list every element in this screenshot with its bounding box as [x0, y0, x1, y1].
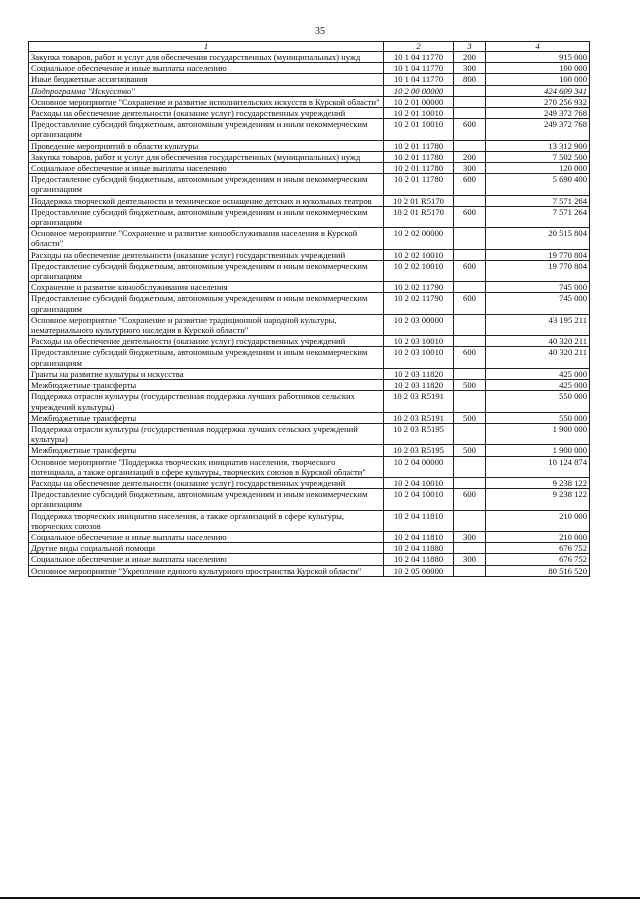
row-code-cell: 10 1 04 11770 [384, 52, 454, 63]
table-row [29, 163, 590, 174]
column-number-3: 3 [454, 42, 486, 52]
row-expense-type-cell [454, 456, 486, 477]
row-amount-cell: 19 770 804 [486, 249, 590, 260]
row-name-cell: Предоставление субсидий бюджетным, автономным учреждениям и иным некоммерческим организациям [29, 206, 384, 227]
row-name-cell: Поддержка творческой деятельности и техническое оснащение детских и кукольных театров [29, 195, 384, 206]
row-expense-type-cell: 600 [454, 347, 486, 368]
row-code-cell: 10 2 01 R5170 [384, 195, 454, 206]
row-code-cell: 10 2 02 11790 [384, 293, 454, 314]
row-code-cell: 10 2 01 10010 [384, 108, 454, 119]
table-row [29, 260, 590, 281]
row-amount-cell: 20 515 804 [486, 228, 590, 249]
row-expense-type-cell [454, 249, 486, 260]
row-name-cell: Расходы на обеспечение деятельности (оказание услуг) государственных учреждений [29, 108, 384, 119]
row-name-cell: Основное мероприятие "Укрепление единого культурного пространства Курской области" [29, 565, 384, 576]
budget-table [28, 41, 590, 577]
row-code-cell: 10 2 03 00000 [384, 314, 454, 335]
row-code-cell: 10 2 02 11790 [384, 282, 454, 293]
row-expense-type-cell: 500 [454, 380, 486, 391]
row-amount-cell: 100 000 [486, 74, 590, 85]
row-amount-cell: 1 900 000 [486, 423, 590, 444]
table-row [29, 151, 590, 162]
table-row [29, 336, 590, 347]
row-code-cell: 10 2 03 R5191 [384, 412, 454, 423]
row-expense-type-cell: 300 [454, 554, 486, 565]
row-name-cell: Поддержка отрасли культуры (государственная поддержка лучших сельских учреждений культуры) [29, 423, 384, 444]
row-expense-type-cell: 600 [454, 260, 486, 281]
row-name-cell: Предоставление субсидий бюджетным, автономным учреждениям и иным некоммерческим организациям [29, 293, 384, 314]
row-expense-type-cell [454, 336, 486, 347]
row-code-cell: 10 2 04 11810 [384, 510, 454, 531]
row-name-cell: Расходы на обеспечение деятельности (оказание услуг) государственных учреждений [29, 336, 384, 347]
row-amount-cell: 210 000 [486, 531, 590, 542]
row-code-cell: 10 2 01 R5170 [384, 206, 454, 227]
row-code-cell: 10 2 01 10010 [384, 119, 454, 140]
row-amount-cell: 424 609 341 [486, 85, 590, 96]
column-number-1: 1 [29, 42, 384, 52]
row-name-cell: Межбюджетные трансферты [29, 412, 384, 423]
table-row [29, 63, 590, 74]
table-row [29, 412, 590, 423]
row-code-cell: 10 2 03 R5195 [384, 423, 454, 444]
row-expense-type-cell: 200 [454, 151, 486, 162]
row-expense-type-cell [454, 195, 486, 206]
row-name-cell: Поддержка отрасли культуры (государственная поддержка лучших работников сельских учреждений культуры) [29, 391, 384, 412]
row-amount-cell: 120 000 [486, 163, 590, 174]
row-amount-cell: 745 000 [486, 282, 590, 293]
row-name-cell: Основное мероприятие "Сохранение и развитие кинообслуживания населения в Курской области" [29, 228, 384, 249]
row-name-cell: Другие виды социальной помощи [29, 543, 384, 554]
row-amount-cell: 249 372 768 [486, 108, 590, 119]
column-number-4: 4 [486, 42, 590, 52]
row-amount-cell: 745 000 [486, 293, 590, 314]
row-expense-type-cell [454, 510, 486, 531]
row-amount-cell: 270 256 932 [486, 96, 590, 107]
row-code-cell: 10 2 01 11780 [384, 151, 454, 162]
budget-table-container [28, 41, 589, 577]
row-name-cell: Предоставление субсидий бюджетным, автономным учреждениям и иным некоммерческим организациям [29, 489, 384, 510]
row-code-cell: 10 2 03 10010 [384, 336, 454, 347]
table-row [29, 477, 590, 488]
table-row [29, 347, 590, 368]
page-bottom-rule [0, 897, 640, 899]
row-expense-type-cell [454, 140, 486, 151]
row-amount-cell: 9 238 122 [486, 477, 590, 488]
row-expense-type-cell [454, 108, 486, 119]
row-expense-type-cell: 800 [454, 74, 486, 85]
table-row [29, 391, 590, 412]
row-name-cell: Социальное обеспечение и иные выплаты населению [29, 63, 384, 74]
row-expense-type-cell: 600 [454, 119, 486, 140]
row-code-cell: 10 2 01 11780 [384, 140, 454, 151]
table-row [29, 85, 590, 96]
row-code-cell: 10 2 03 R5195 [384, 445, 454, 456]
table-row [29, 174, 590, 195]
row-amount-cell: 9 238 122 [486, 489, 590, 510]
table-body [29, 52, 590, 577]
table-row [29, 195, 590, 206]
row-name-cell: Иные бюджетные ассигнования [29, 74, 384, 85]
page-number: 35 [315, 26, 325, 37]
row-expense-type-cell: 300 [454, 531, 486, 542]
row-name-cell: Межбюджетные трансферты [29, 445, 384, 456]
row-amount-cell: 43 195 211 [486, 314, 590, 335]
row-expense-type-cell: 600 [454, 293, 486, 314]
row-name-cell: Закупка товаров, работ и услуг для обеспечения государственных (муниципальных) нужд [29, 52, 384, 63]
table-row [29, 96, 590, 107]
row-name-cell: Предоставление субсидий бюджетным, автономным учреждениям и иным некоммерческим организациям [29, 174, 384, 195]
row-amount-cell: 676 752 [486, 543, 590, 554]
row-expense-type-cell: 500 [454, 412, 486, 423]
row-expense-type-cell [454, 85, 486, 96]
row-code-cell: 10 2 02 10010 [384, 249, 454, 260]
row-name-cell: Социальное обеспечение и иные выплаты населению [29, 531, 384, 542]
row-code-cell: 10 2 03 R5191 [384, 391, 454, 412]
row-expense-type-cell [454, 96, 486, 107]
row-amount-cell: 550 000 [486, 391, 590, 412]
row-expense-type-cell: 600 [454, 206, 486, 227]
row-code-cell: 10 2 01 11780 [384, 174, 454, 195]
row-amount-cell: 915 000 [486, 52, 590, 63]
row-expense-type-cell [454, 282, 486, 293]
table-row [29, 228, 590, 249]
row-name-cell: Социальное обеспечение и иные выплаты населению [29, 554, 384, 565]
row-amount-cell: 425 000 [486, 368, 590, 379]
row-name-cell: Гранты на развитие культуры и искусства [29, 368, 384, 379]
row-code-cell: 10 2 04 10010 [384, 477, 454, 488]
table-row [29, 456, 590, 477]
row-expense-type-cell [454, 314, 486, 335]
row-name-cell: Основное мероприятие "Сохранение и развитие исполнительских искусств в Курской области" [29, 96, 384, 107]
row-name-cell: Закупка товаров, работ и услуг для обеспечения государственных (муниципальных) нужд [29, 151, 384, 162]
row-expense-type-cell: 300 [454, 63, 486, 74]
row-code-cell: 10 2 01 11780 [384, 163, 454, 174]
row-name-cell: Поддержка творческих инициатив населения, а также организаций в сфере культуры, творческих союзов [29, 510, 384, 531]
row-amount-cell: 10 124 874 [486, 456, 590, 477]
row-amount-cell: 7 571 264 [486, 206, 590, 227]
table-row [29, 565, 590, 576]
row-code-cell: 10 2 00 00000 [384, 85, 454, 96]
table-row [29, 206, 590, 227]
row-amount-cell: 40 320 211 [486, 336, 590, 347]
row-amount-cell: 80 516 520 [486, 565, 590, 576]
table-row [29, 74, 590, 85]
row-name-cell: Подпрограмма "Искусство" [29, 85, 384, 96]
row-expense-type-cell [454, 543, 486, 554]
row-amount-cell: 210 000 [486, 510, 590, 531]
table-row [29, 140, 590, 151]
row-code-cell: 10 1 04 11770 [384, 63, 454, 74]
row-expense-type-cell [454, 228, 486, 249]
row-name-cell: Предоставление субсидий бюджетным, автономным учреждениям и иным некоммерческим организациям [29, 260, 384, 281]
table-row [29, 445, 590, 456]
table-row [29, 531, 590, 542]
row-code-cell: 10 2 02 00000 [384, 228, 454, 249]
table-row [29, 423, 590, 444]
row-name-cell: Проведение мероприятий в области культуры [29, 140, 384, 151]
row-amount-cell: 100 000 [486, 63, 590, 74]
column-number-row [29, 42, 590, 52]
row-name-cell: Сохранение и развитие кинообслуживания населения [29, 282, 384, 293]
row-expense-type-cell: 600 [454, 174, 486, 195]
row-code-cell: 10 2 04 11880 [384, 554, 454, 565]
row-amount-cell: 1 900 000 [486, 445, 590, 456]
row-name-cell: Расходы на обеспечение деятельности (оказание услуг) государственных учреждений [29, 249, 384, 260]
row-amount-cell: 7 502 500 [486, 151, 590, 162]
row-code-cell: 10 2 01 00000 [384, 96, 454, 107]
table-row [29, 249, 590, 260]
row-expense-type-cell: 500 [454, 445, 486, 456]
table-row [29, 108, 590, 119]
row-code-cell: 10 1 04 11770 [384, 74, 454, 85]
table-row [29, 314, 590, 335]
row-code-cell: 10 2 04 11880 [384, 543, 454, 554]
row-expense-type-cell: 600 [454, 489, 486, 510]
row-name-cell: Расходы на обеспечение деятельности (оказание услуг) государственных учреждений [29, 477, 384, 488]
row-amount-cell: 5 690 400 [486, 174, 590, 195]
row-code-cell: 10 2 02 10010 [384, 260, 454, 281]
row-amount-cell: 550 000 [486, 412, 590, 423]
row-name-cell: Основное мероприятие "Сохранение и развитие традиционной народной культуры, нематериального культурного наследия в Курской области" [29, 314, 384, 335]
table-row [29, 293, 590, 314]
row-code-cell: 10 2 04 00000 [384, 456, 454, 477]
table-row [29, 52, 590, 63]
row-amount-cell: 7 571 264 [486, 195, 590, 206]
row-name-cell: Предоставление субсидий бюджетным, автономным учреждениям и иным некоммерческим организациям [29, 347, 384, 368]
row-code-cell: 10 2 03 11820 [384, 368, 454, 379]
table-row [29, 510, 590, 531]
row-code-cell: 10 2 04 10010 [384, 489, 454, 510]
row-expense-type-cell [454, 391, 486, 412]
row-expense-type-cell [454, 477, 486, 488]
row-name-cell: Межбюджетные трансферты [29, 380, 384, 391]
row-amount-cell: 19 770 804 [486, 260, 590, 281]
row-code-cell: 10 2 04 11810 [384, 531, 454, 542]
table-row [29, 543, 590, 554]
table-row [29, 554, 590, 565]
table-row [29, 282, 590, 293]
table-row [29, 368, 590, 379]
row-amount-cell: 425 000 [486, 380, 590, 391]
row-code-cell: 10 2 05 00000 [384, 565, 454, 576]
row-amount-cell: 13 312 900 [486, 140, 590, 151]
row-amount-cell: 676 752 [486, 554, 590, 565]
table-row [29, 119, 590, 140]
row-code-cell: 10 2 03 10010 [384, 347, 454, 368]
row-amount-cell: 40 320 211 [486, 347, 590, 368]
row-name-cell: Предоставление субсидий бюджетным, автономным учреждениям и иным некоммерческим организациям [29, 119, 384, 140]
row-expense-type-cell [454, 368, 486, 379]
row-code-cell: 10 2 03 11820 [384, 380, 454, 391]
column-number-2: 2 [384, 42, 454, 52]
row-name-cell: Основное мероприятие "Поддержка творческих инициатив населения, творческого потенциала, а также организаций в сфере культуры, творческих союзов в Курской области" [29, 456, 384, 477]
row-expense-type-cell [454, 565, 486, 576]
row-expense-type-cell: 300 [454, 163, 486, 174]
table-row [29, 380, 590, 391]
row-expense-type-cell: 200 [454, 52, 486, 63]
row-amount-cell: 249 372 768 [486, 119, 590, 140]
row-name-cell: Социальное обеспечение и иные выплаты населению [29, 163, 384, 174]
table-row [29, 489, 590, 510]
row-expense-type-cell [454, 423, 486, 444]
